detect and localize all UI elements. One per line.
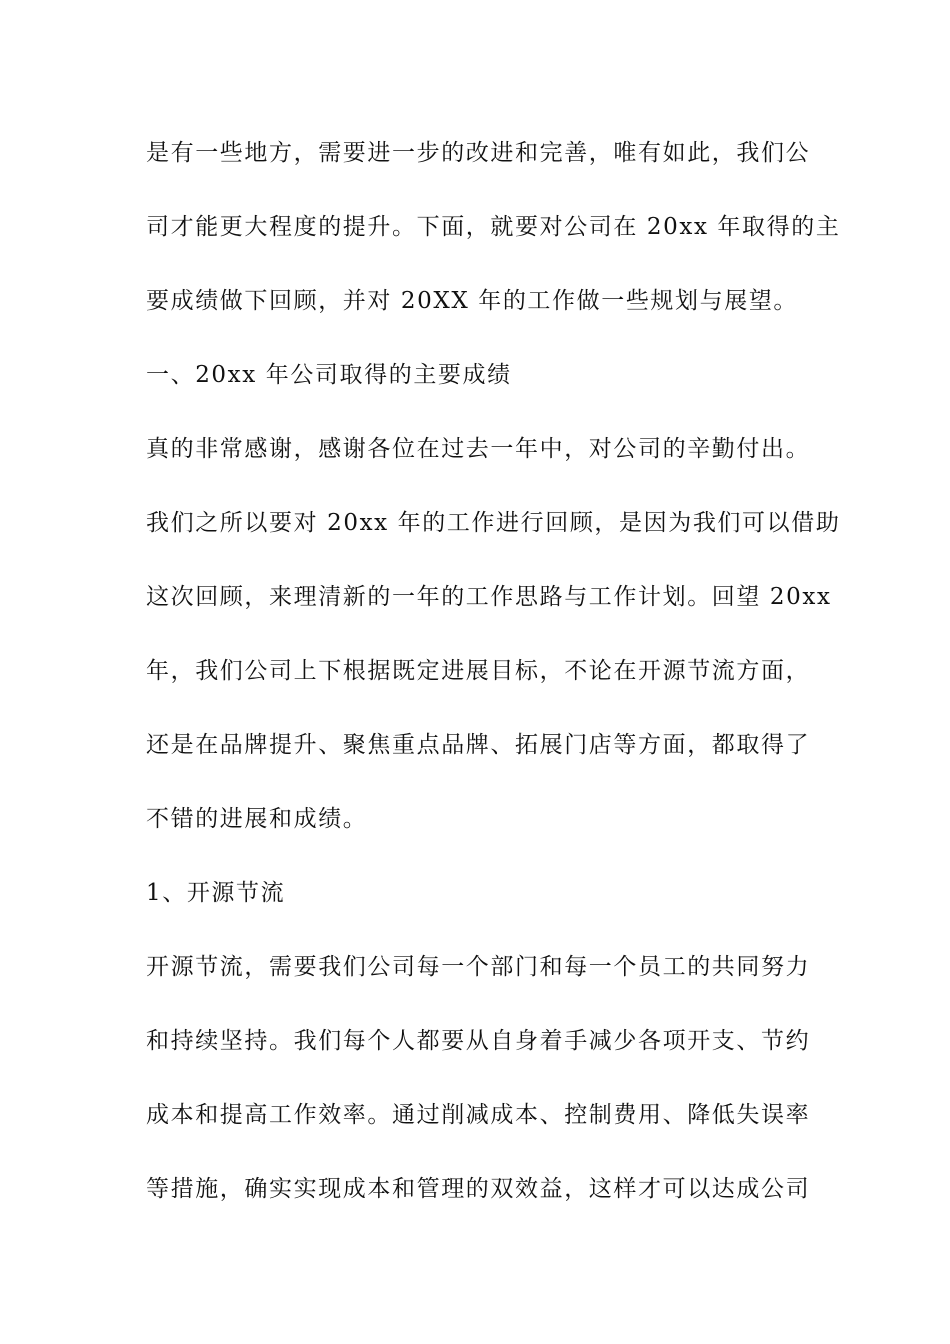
paragraph-line: 是有一些地方，需要进一步的改进和完善，唯有如此，我们公 bbox=[146, 140, 811, 166]
paragraph-line: 还是在品牌提升、聚焦重点品牌、拓展门店等方面，都取得了 bbox=[146, 732, 811, 758]
paragraph-line: 要成绩做下回顾，并对 20XX 年的工作做一些规划与展望。 bbox=[146, 288, 799, 314]
paragraph-line: 和持续坚持。我们每个人都要从自身着手减少各项开支、节约 bbox=[146, 1028, 811, 1054]
paragraph-line: 这次回顾，来理清新的一年的工作思路与工作计划。回望 20xx bbox=[146, 584, 832, 610]
paragraph-line: 年，我们公司上下根据既定进展目标，不论在开源节流方面， bbox=[146, 658, 811, 684]
paragraph-line: 等措施，确实实现成本和管理的双效益，这样才可以达成公司 bbox=[146, 1176, 811, 1202]
paragraph-line: 司才能更大程度的提升。下面，就要对公司在 20xx 年取得的主 bbox=[146, 214, 841, 240]
paragraph-line: 不错的进展和成绩。 bbox=[146, 806, 368, 832]
paragraph-line: 开源节流，需要我们公司每一个部门和每一个员工的共同努力 bbox=[146, 954, 811, 980]
paragraph-line: 真的非常感谢，感谢各位在过去一年中，对公司的辛勤付出。 bbox=[146, 436, 811, 462]
subsection-heading: 1、开源节流 bbox=[146, 880, 286, 906]
document-body bbox=[146, 129, 841, 1239]
section-heading: 一、20xx 年公司取得的主要成绩 bbox=[146, 362, 512, 388]
paragraph-line: 我们之所以要对 20xx 年的工作进行回顾，是因为我们可以借助 bbox=[146, 510, 841, 536]
paragraph-line: 成本和提高工作效率。通过削减成本、控制费用、降低失误率 bbox=[146, 1102, 811, 1128]
